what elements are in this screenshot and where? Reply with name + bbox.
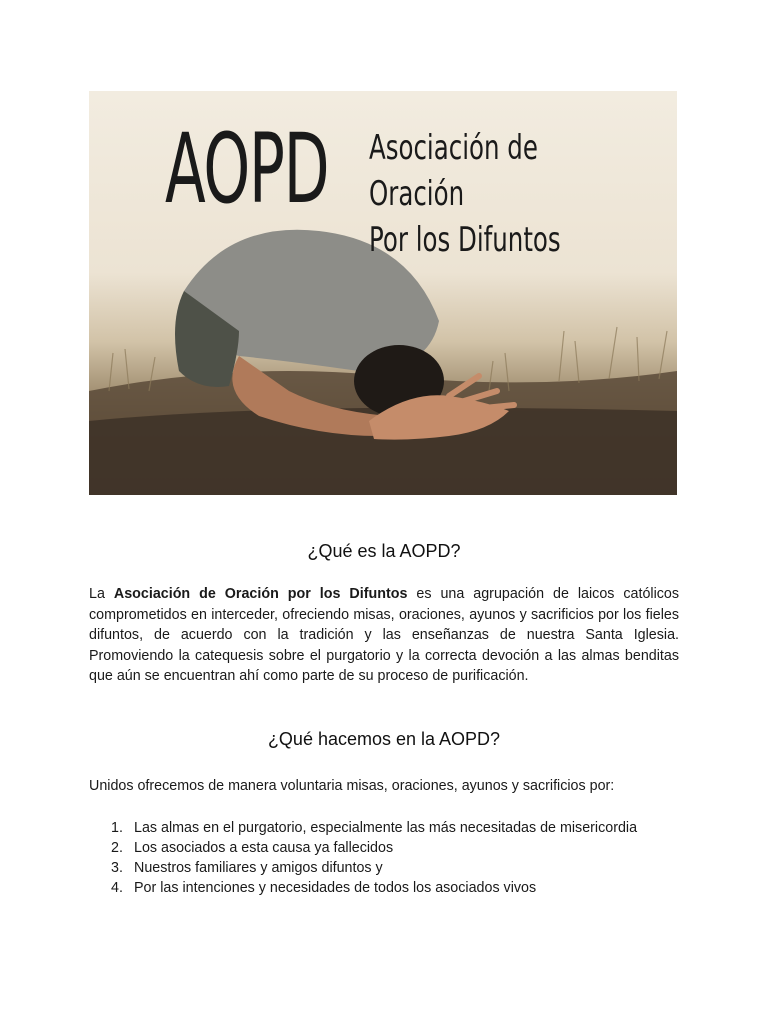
- section1-paragraph: [89, 584, 679, 687]
- list-item-text: Los asociados a esta causa ya fallecidos: [134, 840, 394, 856]
- list-item-number: 4.: [111, 880, 123, 896]
- list-item: [89, 838, 679, 858]
- section2-intro: Unidos ofrecemos de manera voluntaria misas, oraciones, ayunos y sacrificios por:: [89, 778, 615, 794]
- list-item-text: Las almas en el purgatorio, especialmente las más necesitadas de misericordia: [134, 820, 638, 836]
- list-item-number: 3.: [111, 860, 123, 876]
- list-item: [89, 818, 679, 838]
- logo-subtitle-line1: Asociación de Oración: [369, 128, 538, 214]
- list-item: [89, 878, 679, 898]
- list-item-text: Por las intenciones y necesidades de todos los asociados vivos: [134, 880, 537, 896]
- banner-image: [89, 91, 677, 495]
- section2-list: [89, 818, 679, 898]
- list-item-text: Nuestros familiares y amigos difuntos y: [134, 860, 383, 876]
- section1-bold: Asociación de Oración por los Difuntos: [113, 586, 408, 602]
- logo-subtitle-line2: Por los Difuntos: [369, 220, 561, 260]
- list-item: [89, 858, 679, 878]
- section1-heading: ¿Qué es la AOPD?: [307, 541, 461, 561]
- list-item-number: 1.: [111, 820, 123, 836]
- section2-heading: ¿Qué hacemos en la AOPD?: [267, 729, 501, 749]
- logo-text: AOPD: [165, 113, 329, 225]
- list-item-number: 2.: [111, 840, 123, 856]
- section1-body: es una agrupación de laicos católicos comprometidos en interceder, ofreciendo misas, oraciones, ayunos y sacrificios por los fieles difuntos, de acuerdo con la tradición y las enseñanzas de nuestra Santa Iglesia. Promoviendo la catequesis sobre el purgatorio y la correcta devoción a las almas benditas que aún se encuentran ahí como parte de su proceso de purificación.: [89, 586, 680, 684]
- section1-intro: La: [89, 586, 114, 602]
- logo-subtitle: [369, 125, 591, 263]
